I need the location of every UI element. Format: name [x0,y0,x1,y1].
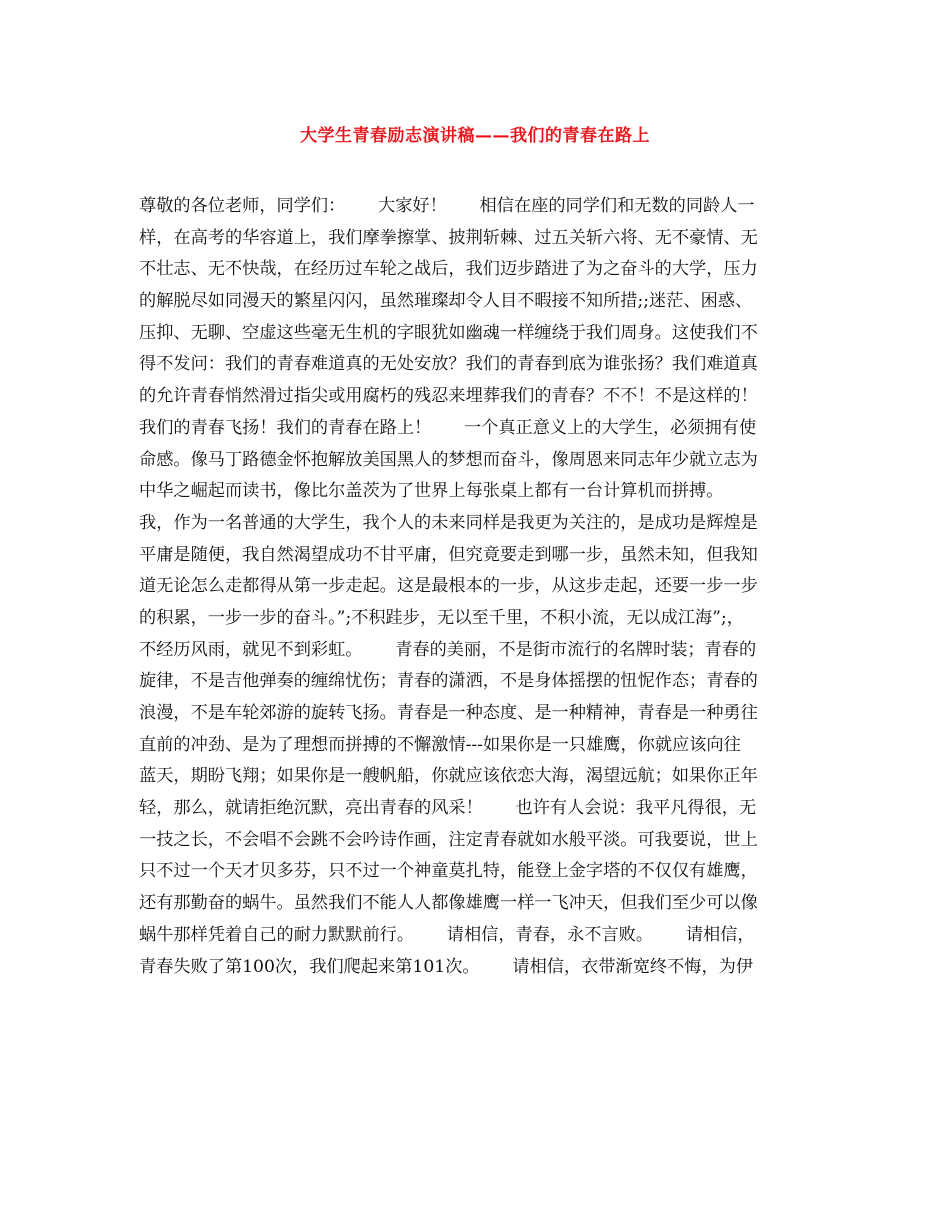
document-body [139,191,819,983]
body-line: 中华之崛起而读书，像比尔盖茨为了世界上每张桌上都有一台计算机而拼搏。 [139,481,724,502]
body-line: 旋律，不是吉他弹奏的缠绵忧伤；青春的潇洒，不是身体摇摆的忸怩作态；青春的 [139,671,758,692]
body-line: 直前的冲劲、是为了理想而拼搏的不懈激情---如果你是一只雄鹰，你就应该向往 [139,734,741,755]
body-line: 命感。像马丁路德金怀抱解放美国黑人的梦想而奋斗，像周恩来同志年少就立志为 [139,449,758,470]
body-line: 的解脱尽如同漫天的繁星闪闪，虽然璀璨却令人目不暇接不知所措;;迷茫、困惑、 [139,291,753,312]
body-line: 只不过一个天才贝多芬，只不过一个神童莫扎特，能登上金字塔的不仅仅有雄鹰， [139,861,758,882]
body-line: 不经历风雨，就见不到彩虹。 青春的美丽，不是街市流行的名牌时装；青春的 [139,639,757,660]
document-title: 大学生青春励志演讲稿——我们的青春在路上 [300,126,650,146]
body-line: 蜗牛那样凭着自己的耐力默默前行。 请相信，青春，永不言败。 请相信， [139,924,755,945]
body-line: 的积累，一步一步的奋斗。”;不积跬步，无以至千里，不积小流，无以成江海”;， [139,607,744,628]
body-line: 青春失败了第100次，我们爬起来第101次。 请相信，衣带渐宽终不悔，为伊 [139,956,754,977]
body-line: 样，在高考的华容道上，我们摩拳擦掌、披荆斩棘、过五关斩六将、无不豪情、无 [139,227,758,248]
body-line: 我们的青春飞扬！我们的青春在路上！ 一个真正意义上的大学生，必须拥有使 [139,417,757,438]
body-line: 蓝天，期盼飞翔；如果你是一艘帆船，你就应该依恋大海，渴望远航；如果你正年 [139,766,758,787]
body-line: 不壮志、无不快哉，在经历过车轮之战后，我们迈步踏进了为之奋斗的大学，压力 [139,259,758,280]
body-line: 轻，那么，就请拒绝沉默，亮出青春的风采！ 也许有人会说：我平凡得很，无 [139,798,757,819]
body-line: 一技之长，不会唱不会跳不会吟诗作画，注定青春就如水般平淡。可我要说，世上 [139,829,758,850]
body-line: 我，作为一名普通的大学生，我个人的未来同样是我更为关注的，是成功是辉煌是 [139,512,758,533]
body-line: 道无论怎么走都得从第一步走起。这是最根本的一步，从这步走起，还要一步一步 [139,576,758,597]
body-line: 平庸是随便，我自然渴望成功不甘平庸，但究竟要走到哪一步，虽然未知，但我知 [139,544,758,565]
body-line: 的允许青春悄然滑过指尖或用腐朽的残忍来埋葬我们的青春？不不！不是这样的！ [139,386,758,407]
body-line: 尊敬的各位老师，同学们： 大家好！ 相信在座的同学们和无数的同龄人一 [139,196,755,216]
body-line: 浪漫，不是车轮郊游的旋转飞扬。青春是一种态度、是一种精神，青春是一种勇往 [139,703,758,723]
body-line: 还有那勤奋的蜗牛。虽然我们不能人人都像雄鹰一样一飞冲天，但我们至少可以像 [139,893,758,914]
body-line: 压抑、无聊、空虚这些毫无生机的字眼犹如幽魂一样缠绕于我们周身。这使我们不 [139,322,758,343]
body-line: 得不发问：我们的青春难道真的无处安放？我们的青春到底为谁张扬？我们难道真 [139,354,758,375]
